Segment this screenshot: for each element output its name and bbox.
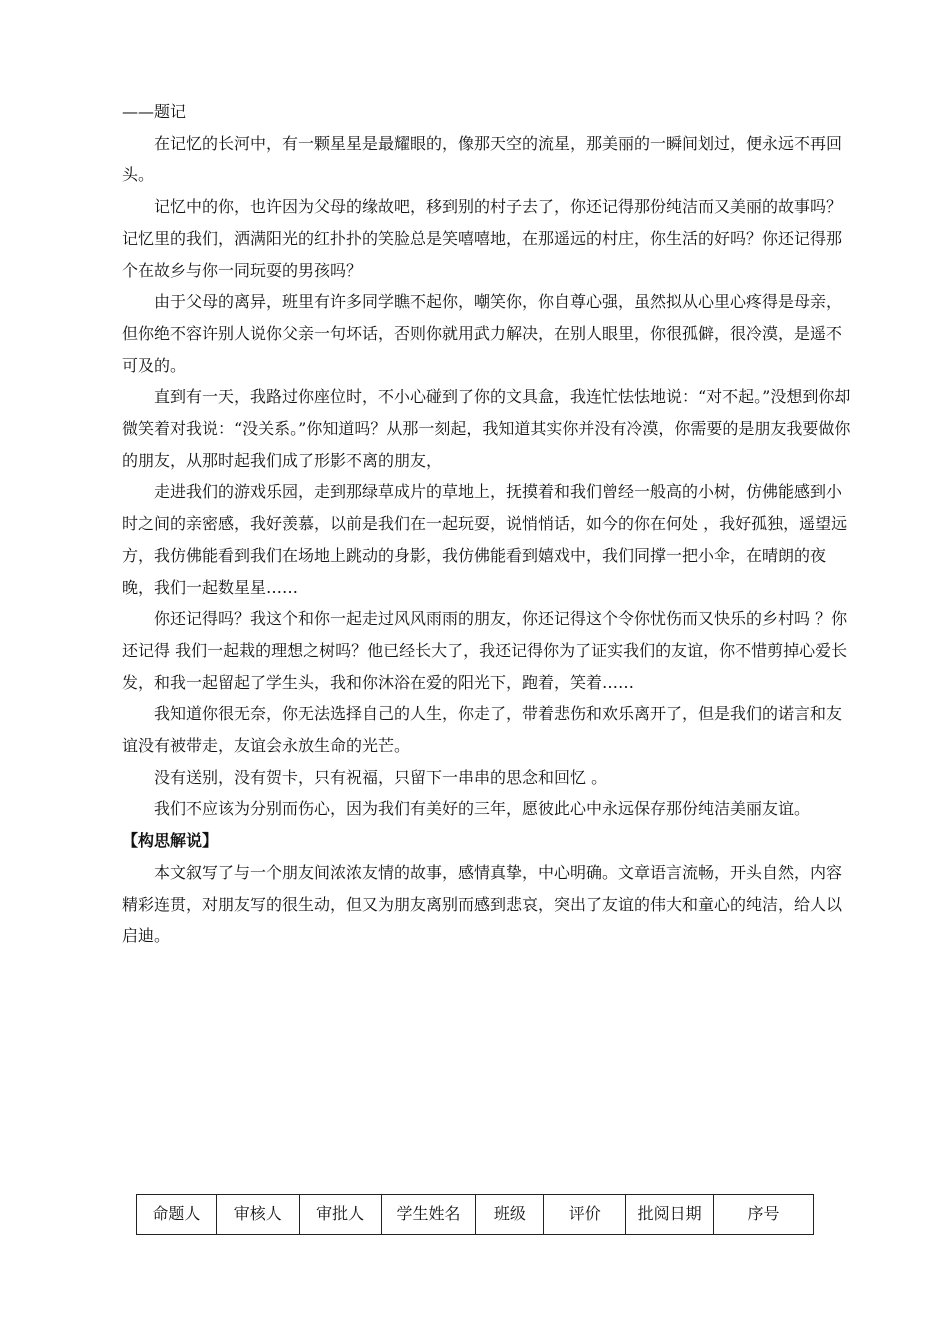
paragraph-2: 记忆中的你，也许因为父母的缘故吧，移到别的村子去了，你还记得那份纯洁而又美丽的故事吗？记忆里的我们，洒满阳光的红扑扑的笑脸总是笑嘻嘻地，在那遥远的村庄，你生活的好吗？你还记得那个在故乡与你一同玩耍的男孩吗？	[122, 197, 843, 280]
commentary-heading: 【构思解说】	[122, 831, 219, 851]
table-cell-class: 班级	[476, 1195, 544, 1235]
paragraph-4: 直到有一天，我路过你座位时，不小心碰到了你的文具盒，我连忙怯怯地说：“对不起。”没想到你却微笑着对我说：“没关系。”你知道吗？从那一刻起，我知道其实你并没有冷漠，你需要的是朋友我要做你的朋友，从那时起我们成了形影不离的朋友，	[122, 387, 851, 470]
paragraph-8: 没有送别，没有贺卡，只有祝福，只留下一串串的思念和回忆 。	[154, 767, 608, 787]
paragraph-3: 由于父母的离异，班里有许多同学瞧不起你，嘲笑你，你自尊心强，虽然拟从心里心疼得是母亲，但你绝不容许别人说你父亲一句坏话，否则你就用武力解决，在别人眼里，你很孤僻，很冷漠，是遥不可及的。	[122, 292, 843, 375]
table-cell-student-name: 学生姓名	[381, 1195, 476, 1235]
paragraph-5: 走进我们的游戏乐园，走到那绿草成片的草地上，抚摸着和我们曾经一般高的小树，仿佛能感到小时之间的亲密感，我好羡慕，以前是我们在一起玩耍，说悄悄话，如今的你在何处 ，我好孤独，遥望远方，我仿佛能看到我们在场地上跳动的身影，我仿佛能看到嬉戏中，我们同撑一把小伞，在晴朗的夜晚，我们一起数星星……	[122, 482, 848, 597]
table-cell-review-date: 批阅日期	[626, 1195, 714, 1235]
paragraph-7: 我知道你很无奈，你无法选择自己的人生，你走了，带着悲伤和欢乐离开了，但是我们的诺言和友谊没有被带走，友谊会永放生命的光芒。	[122, 704, 843, 756]
table-row	[137, 1195, 814, 1235]
commentary-text: 本文叙写了与一个朋友间浓浓友情的故事，感情真挚，中心明确。文章语言流畅，开头自然，内容精彩连贯，对朋友写的很生动，但又为朋友离别而感到悲哀，突出了友谊的伟大和童心的纯洁，给人以启迪。	[122, 862, 843, 946]
paragraph-9: 我们不应该为分别而伤心，因为我们有美好的三年，愿彼此心中永远保存那份纯洁美丽友谊。	[154, 799, 811, 819]
table-cell-approver: 审批人	[299, 1195, 381, 1235]
essay-body	[122, 96, 852, 952]
table-cell-author: 命题人	[137, 1195, 217, 1235]
review-info-table	[136, 1194, 814, 1235]
table-cell-serial-number: 序号	[714, 1195, 814, 1235]
paragraph-1: 在记忆的长河中，有一颗星星是最耀眼的，像那天空的流星，那美丽的一瞬间划过，便永远不再回头。	[122, 133, 843, 185]
table-cell-evaluation: 评价	[544, 1195, 626, 1235]
table-cell-reviewer: 审核人	[216, 1195, 299, 1235]
paragraph-6: 你还记得吗？我这个和你一起走过风风雨雨的朋友，你还记得这个令你忧伤而又快乐的乡村吗 ？你还记得 我们一起栽的理想之树吗？他已经长大了，我还记得你为了证实我们的友谊，你不惜剪掉心爱长发，和我一起留起了学生头，我和你沐浴在爱的阳光下，跑着，笑着……	[122, 609, 848, 692]
epigraph: ——题记	[122, 102, 187, 121]
